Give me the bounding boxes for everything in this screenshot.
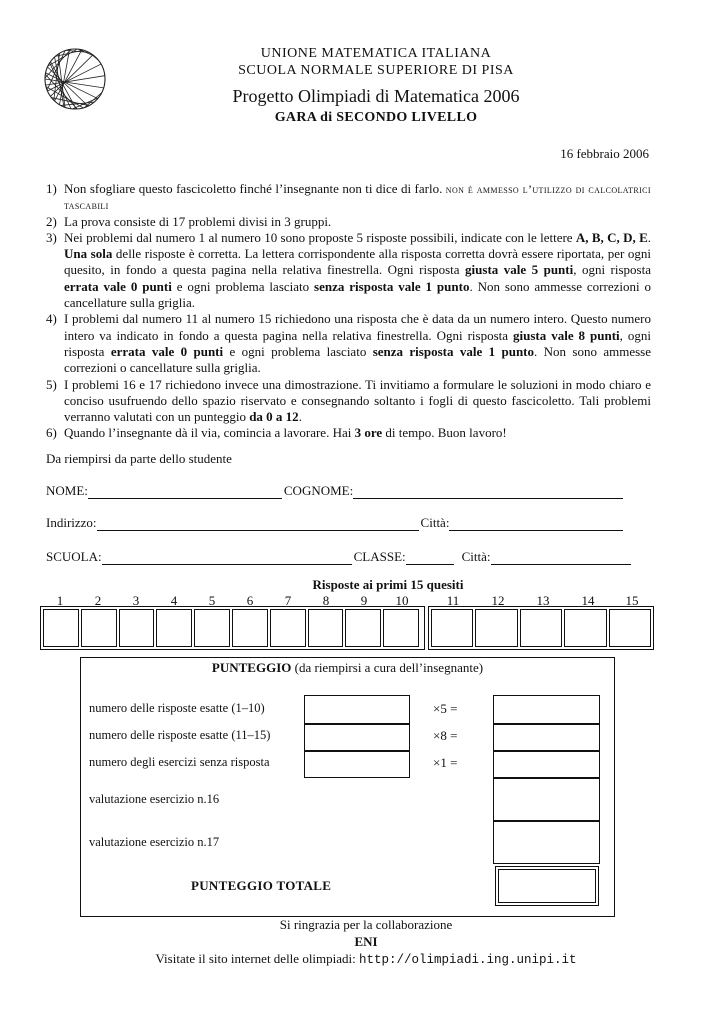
rule-emphasis: Una sola: [64, 246, 113, 262]
rule-fragment: Quando l’insegnante dà il via, comincia a lavorare. Hai: [64, 425, 355, 441]
rule-number: 4): [46, 311, 57, 327]
org-line-2: SCUOLA NORMALE SUPERIORE DI PISA: [238, 63, 514, 78]
rule-emphasis: errata vale 0 punti: [110, 343, 224, 359]
answer-cell-1[interactable]: [43, 609, 79, 647]
score-row-label-4: valutazione esercizio n.16: [89, 792, 220, 806]
score-row-label-5: valutazione esercizio n.17: [89, 835, 220, 849]
answer-cell-2[interactable]: [81, 609, 117, 647]
document-subtitle: GARA di SECONDO LIVELLO: [274, 110, 478, 125]
nome-field[interactable]: [88, 486, 282, 499]
count-box-2[interactable]: [304, 724, 410, 751]
rule-text: [64, 425, 651, 441]
indirizzo-label: Indirizzo:: [46, 515, 97, 530]
answers-title: Risposte ai primi 15 quesiti: [312, 577, 464, 592]
answer-cell-3[interactable]: [119, 609, 155, 647]
thanks-text: Si ringrazia per la collaborazione: [279, 917, 453, 932]
rule-emphasis: giusta vale 5 punti: [465, 262, 574, 278]
rules-list: [46, 181, 651, 442]
score-title-rest: (da riempirsi a cura dell’insegnante): [291, 660, 484, 675]
rule-fragment: non è ammesso l’utilizzo di calcolatrici tascabili: [64, 182, 651, 213]
answer-cell-6[interactable]: [232, 609, 268, 647]
answer-grid-11-15: [428, 606, 654, 650]
rule-fragment: La prova consiste di 17 problemi divisi in 3 gruppi.: [64, 213, 332, 229]
scuola-field[interactable]: [102, 552, 352, 565]
score-panel: [80, 657, 615, 917]
rule-text: [64, 311, 651, 376]
visit-line: [4, 951, 724, 967]
student-fill-label: Da riempirsi da parte dello studente: [46, 451, 232, 466]
answer-cell-14[interactable]: [564, 609, 606, 647]
answer-cell-8[interactable]: [308, 609, 344, 647]
rule-emphasis: A, B, C, D, E: [575, 229, 648, 245]
count-box-3[interactable]: [304, 751, 410, 778]
answer-cell-15[interactable]: [609, 609, 651, 647]
rule-number: 3): [46, 229, 57, 245]
rule-fragment: Nei problemi dal numero 1 al numero 10 sono proposte 5 risposte possibili, indicate con le lettere: [64, 229, 576, 245]
rule-fragment: . Non sono ammesse correzioni o cancellature sulla griglia.: [64, 343, 651, 376]
answer-number-label: 15: [625, 593, 639, 608]
org-line-1: UNIONE MATEMATICA ITALIANA: [260, 46, 492, 61]
rule-item: [46, 230, 651, 311]
answer-number-label: 2: [94, 593, 102, 608]
rule-fragment: delle risposte è corretta. La lettera corrispondente alla risposta corretta dovrà essere riportata, per ogni quesito, in fondo a questa pagina nella relativa finestrella. Ogni risposta: [64, 246, 651, 278]
answer-cell-5[interactable]: [194, 609, 230, 647]
score-row-label-2: numero delle risposte esatte (11–15): [89, 728, 271, 742]
answer-cell-13[interactable]: [520, 609, 562, 647]
rule-emphasis: giusta vale 8 punti: [513, 327, 620, 343]
score-row-label-3: numero degli esercizi senza risposta: [89, 755, 270, 769]
total-box-inner: [498, 869, 596, 903]
cognome-label: COGNOME:: [283, 483, 354, 498]
answer-number-label: 4: [170, 593, 178, 608]
exam-date: 16 febbraio 2006: [560, 146, 649, 161]
result-box-1[interactable]: [493, 695, 600, 724]
score-title-bold: PUNTEGGIO: [211, 660, 292, 675]
answer-cell-4[interactable]: [156, 609, 192, 647]
rule-fragment: Non sfogliare questo fascicoletto finché l’insegnante non ti dice di farlo.: [64, 181, 446, 196]
visit-text: Visitate il sito internet delle olimpiadi:: [155, 951, 360, 966]
rule-text: [64, 377, 651, 426]
result-box-16[interactable]: [493, 778, 600, 821]
count-box-1[interactable]: [304, 695, 410, 724]
result-box-17[interactable]: [493, 821, 600, 864]
multiplier-2: ×8 =: [433, 728, 458, 743]
site-url[interactable]: http://olimpiadi.ing.unipi.it: [359, 953, 577, 967]
rule-number: 6): [46, 425, 57, 441]
rule-number: 2): [46, 213, 57, 229]
citta-field[interactable]: [449, 518, 623, 531]
rule-item: [46, 181, 651, 214]
rule-item: [46, 214, 651, 230]
address-row: [46, 515, 638, 531]
result-box-2[interactable]: [493, 724, 600, 751]
sponsor-name: ENI: [354, 934, 378, 949]
rule-emphasis: da 0 a 12: [249, 409, 299, 425]
rule-emphasis: senza risposta vale 1 punto: [314, 278, 470, 294]
answer-number-label: 7: [284, 593, 292, 608]
answer-cell-11[interactable]: [431, 609, 473, 647]
citta2-field[interactable]: [491, 552, 631, 565]
multiplier-1: ×5 =: [433, 701, 458, 716]
classe-field[interactable]: [406, 552, 454, 565]
classe-label: CLASSE:: [353, 549, 406, 564]
multiplier-3: ×1 =: [433, 755, 458, 770]
cognome-field[interactable]: [353, 486, 623, 499]
score-row-label-1: numero delle risposte esatte (1–10): [89, 701, 265, 715]
rule-emphasis: errata vale 0 punti: [64, 278, 172, 294]
rule-fragment: I problemi 16 e 17 richiedono invece una dimostrazione. Ti invitiamo a formulare le soluzioni in modo chiaro e conciso usufruendo dello spazio riservato e consegnando soltanto i fogli di questo fascicoletto. Tali problemi verranno valutati con un punteggio: [64, 376, 651, 425]
answer-number-label: 11: [446, 593, 460, 608]
citta-label: Città:: [420, 515, 450, 530]
citta2-label: Città:: [461, 549, 491, 564]
school-row: [46, 549, 638, 565]
answer-number-label: 8: [322, 593, 330, 608]
answer-number-label: 1: [56, 593, 64, 608]
answer-cell-12[interactable]: [475, 609, 517, 647]
rule-fragment: . Non sono ammesse correzioni o cancellature sulla griglia.: [64, 278, 651, 311]
rule-text: [64, 214, 651, 230]
score-title: [81, 660, 614, 676]
answer-number-label: 6: [246, 593, 254, 608]
rule-fragment: di tempo. Buon lavoro!: [382, 425, 507, 441]
rule-fragment: , ogni risposta: [573, 262, 651, 278]
rule-item: [46, 311, 651, 376]
answer-number-label: 12: [491, 593, 505, 608]
rule-fragment: I problemi dal numero 11 al numero 15 richiedono una risposta che è data da un numero intero. Questo numero intero va indicato in fondo a questa pagina nella relativa finestrella. Ogni risposta: [64, 311, 651, 343]
answer-cell-10[interactable]: [383, 609, 419, 647]
document-title: Progetto Olimpiadi di Matematica 2006: [232, 86, 520, 106]
rule-fragment: .: [298, 409, 302, 425]
answer-number-label: 9: [360, 593, 368, 608]
answer-grid-1-10: [40, 606, 425, 650]
scuola-label: SCUOLA:: [46, 549, 102, 564]
total-box[interactable]: [495, 866, 599, 906]
rule-emphasis: 3 ore: [354, 425, 383, 441]
rule-item: [46, 425, 651, 441]
answer-cell-7[interactable]: [270, 609, 306, 647]
answer-number-label: 5: [208, 593, 216, 608]
answer-cell-9[interactable]: [345, 609, 381, 647]
rule-fragment: e ogni problema lasciato: [223, 343, 373, 359]
total-label: PUNTEGGIO TOTALE: [191, 878, 332, 893]
rule-number: 1): [46, 181, 57, 196]
rule-text: [64, 230, 651, 311]
nome-label: NOME:: [46, 483, 88, 498]
name-row: [46, 483, 638, 499]
rule-fragment: e ogni problema lasciato: [171, 278, 315, 294]
answer-number-label: 14: [581, 593, 595, 608]
answer-number-label: 10: [395, 593, 409, 608]
rule-fragment: , ogni risposta: [64, 327, 651, 359]
rule-emphasis: senza risposta vale 1 punto: [372, 343, 535, 359]
rule-item: [46, 377, 651, 426]
indirizzo-field[interactable]: [97, 518, 419, 531]
result-box-3[interactable]: [493, 751, 600, 778]
rule-text: [64, 181, 651, 214]
rule-fragment: .: [647, 229, 651, 245]
rule-number: 5): [46, 376, 57, 392]
answer-number-label: 3: [132, 593, 140, 608]
answer-number-label: 13: [536, 593, 550, 608]
